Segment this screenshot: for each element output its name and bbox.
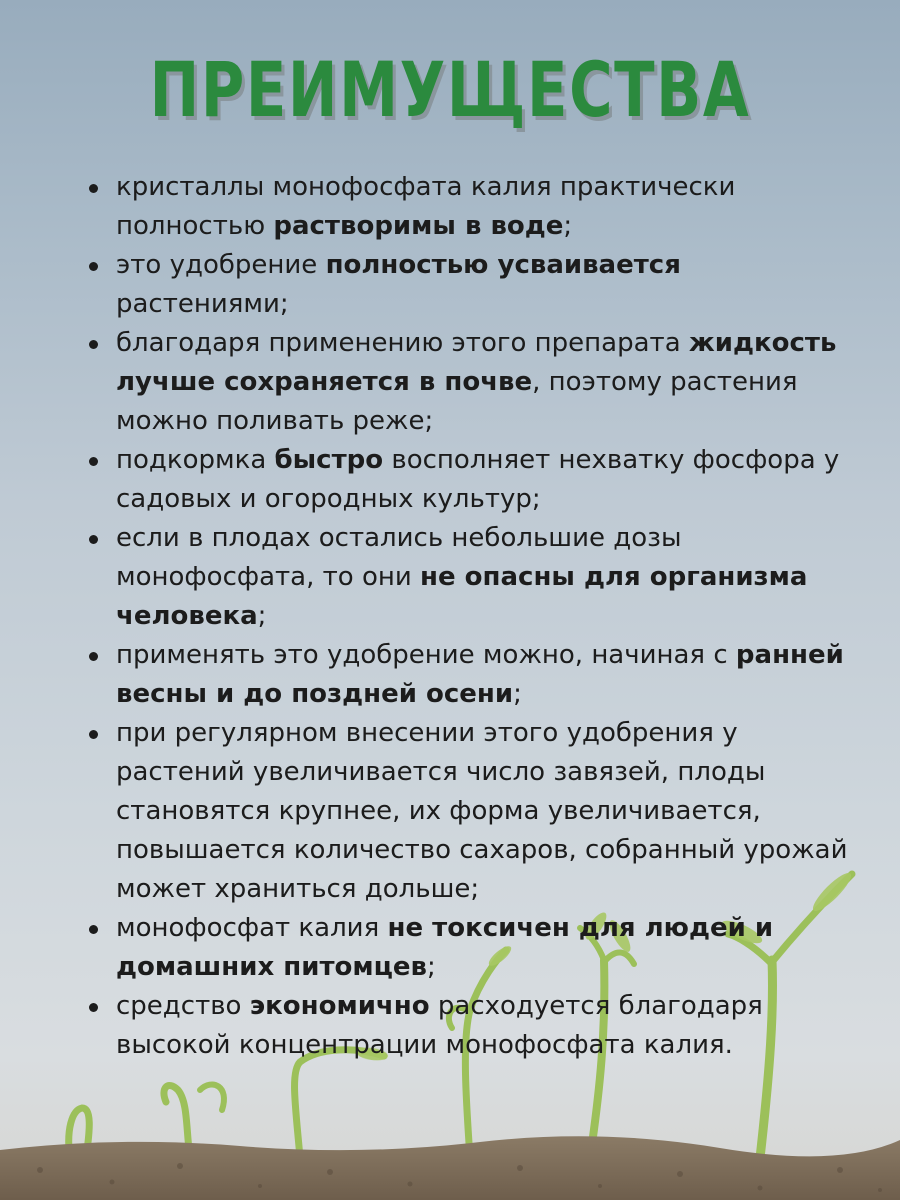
list-item: монофосфат калия не токсичен для людей и домашних питомцев; xyxy=(88,909,848,987)
list-item: кристаллы монофосфата калия практически полностью растворимы в воде; xyxy=(88,168,848,246)
list-item: если в плодах остались небольшие дозы монофосфата, то они не опасны для организма человека; xyxy=(88,519,848,636)
list-item: при регулярном внесении этого удобрения у растений увеличивается число завязей, плоды становятся крупнее, их форма увеличивается, повышается количество сахаров, собранный урожай может храниться дольше; xyxy=(88,714,848,909)
list-item: применять это удобрение можно, начиная с ранней весны и до поздней осени; xyxy=(88,636,848,714)
list-item: подкормка быстро восполняет нехватку фосфора у садовых и огородных культур; xyxy=(88,441,848,519)
list-item: благодаря применению этого препарата жидкость лучше сохраняется в почве, поэтому растения можно поливать реже; xyxy=(88,324,848,441)
advantages-list xyxy=(88,168,848,1065)
list-item: средство экономично расходуется благодаря высокой концентрации монофосфата калия. xyxy=(88,987,848,1065)
list-item: это удобрение полностью усваивается растениями; xyxy=(88,246,848,324)
page-title: ПРЕИМУЩЕСТВА xyxy=(149,45,751,134)
